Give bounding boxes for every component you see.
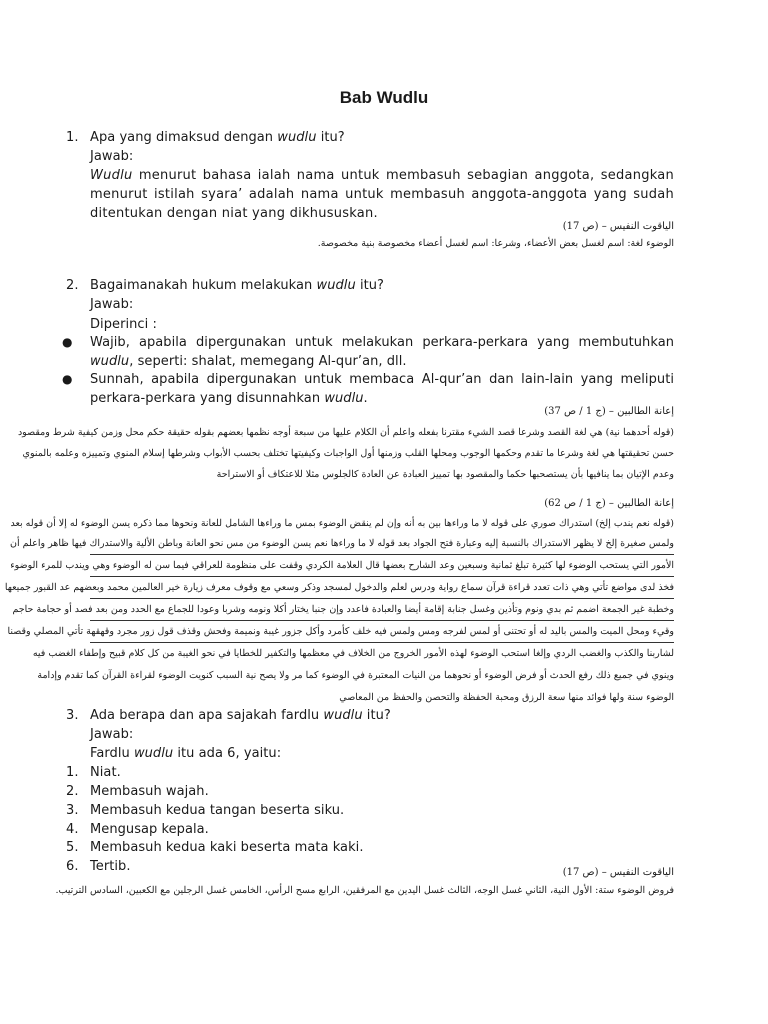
list-item-text: Membasuh wajah. [90,784,209,799]
bullet-text-after: , seperti: shalat, memegang Al-qur’an, dll. [129,354,407,369]
question-text-after: itu? [316,130,345,145]
detail-label: Diperinci : [90,317,157,332]
bullet-term: wudlu [90,354,130,369]
arabic-quote-line: وينوي في جميع ذلك رفع الحدث أو فرض الوضوء أو نحوهما من النيات المعتبرة في الوضوء كما مر ولا يصح نية السبب كنويت الوضوء لقراءة القرآن كما تقدم وإدامة [37,670,674,681]
arabic-quote-line: حسن تحقيقتها هي لغة وشرعا ما تقدم وحكمها الوجوب ومحلها القلب وزمنها أول الواجبات وكيفيتها تختلف بحسب الأبواب وشرطها إسلام المنوي وتمييزه وعلمه بالمنوي [22,448,674,459]
arabic-quote-line: فخذ لدى مواضع تأتي وهي ذات تعدد قراءة قرآن سماع رواية ودرس لعلم والدخول لمسجد وذكر وسعي مع وقوف معرف زيارة خير العالمين محمد وبعضهم عد القبور جميعها [90,578,674,599]
answer-label: Jawab: [90,297,134,312]
question-term: wudlu [277,130,317,145]
arabic-quote-line: (قوله نعم يندب إلخ) استدراك صوري على قوله لا ما وراءها بين به أنه وإن لم ينقض الوضوء بمس ما وراءها الشامل للعانة ونحوها مما ذكره يسن الوضوء له إلا أن قوله بعد [10,518,674,529]
arabic-quote: الوضوء لغة: اسم لغسل بعض الأعضاء، وشرعا: اسم لغسل أعضاء مخصوصة بنية مخصوصة. [317,238,674,249]
list-item-number: 2. [66,784,79,799]
arabic-source-ref: الياقوت النفيس – (ص 17) [562,867,674,878]
answer-paragraph [90,166,674,223]
bullet-icon: ● [62,335,73,349]
list-item-text: Tertib. [90,859,131,874]
answer-term: Wudlu [90,168,133,183]
bullet-text-before: Sunnah, apabila dipergunakan untuk membaca Al-qur’an dan lain-lain yang meliputi perkara-perkara yang disunnahkan [90,372,674,406]
answer-body: menurut bahasa ialah nama untuk membasuh sebagian anggota, sedangkan menurut istilah syara’ adalah nama untuk membasuh anggota-anggota yang sudah ditentukan dengan niat yang dikhususkan. [90,168,674,221]
question-text [90,276,384,295]
bullet-term: wudlu [324,391,364,406]
question-text-before: Bagaimanakah hukum melakukan [90,278,317,293]
arabic-quote: فروض الوضوء ستة: الأول النية، الثاني غسل الوجه، الثالث غسل اليدين مع المرفقين، الرابع مسح الرأس، الخامس غسل الرجلين مع الكعبين، السادس الترتيب. [55,885,674,896]
page-title: Bab Wudlu [339,88,429,107]
arabic-quote-line: وقيء ومحل الميت والمس باليد له أو تحتنى أو لمس لفرجه ومس ولمس فيه خلف كأمرد وأكل جزور غيبة ونميمة وفحش وقذف قول زور مجرد وقهقهة تأتي المصلي وقصنا [90,622,674,643]
bullet-icon: ● [62,372,73,386]
question-number: 2. [66,278,79,293]
bullet-text [90,333,674,371]
question-text [90,706,391,725]
answer-label: Jawab: [90,727,134,742]
list-item-text: Niat. [90,765,121,780]
arabic-quote-line: لشاربنا والكذب والغضب الردي وإلغا استحب الوضوء لهذه الأمور الخروج من الخلاف في معظمها والتكفير للخطايا في نحو الغيبة من كل كلام قبيح وإطفاء الغضب فيه [32,648,674,659]
question-term: wudlu [323,708,363,723]
answer-intro [90,744,281,763]
arabic-source-ref: إعانة الطالبين – (ج 1 / ص 37) [544,406,674,417]
list-item-number: 6. [66,859,79,874]
arabic-quote-line: ولمس صغيرة إلخ لا يظهر الاستدراك بالنسبة إليه وعبارة فتح الجواد بعد قوله لا ما وراءها نعم يسن الوضوء من مس نحو العانة وباطن الألية والاستدراك فيها ظاهر واعلم أن [90,534,674,555]
arabic-source-ref: الياقوت النفيس – (ص 17) [562,221,674,232]
list-item-text: Mengusap kepala. [90,822,209,837]
bullet-text-after: . [363,391,368,406]
question-text-before: Apa yang dimaksud dengan [90,130,278,145]
question-text-after: itu? [362,708,391,723]
arabic-quote-line: وعدم الإتيان بما ينافيها بأن يستصحبها حكما والمقصود بها تمييز العبادة عن العادة كالجلوس مثلا للاعتكاف أو الاستراحة [216,469,674,480]
question-number: 1. [66,130,79,145]
list-item-text: Membasuh kedua kaki beserta mata kaki. [90,840,364,855]
question-term: wudlu [316,278,356,293]
list-item-number: 1. [66,765,79,780]
arabic-quote-line: (قوله أحدهما نية) هي لغة القصد وشرعا قصد الشيء مقترنا بفعله واعلم أن الكلام عليها من سبعة أوجه نظمها بعضهم بقوله حقيقة حكم محل وزمن كيفية شرط ومقصود [17,427,674,438]
list-item-number: 3. [66,803,79,818]
bullet-text [90,370,674,408]
answer-intro-after: itu ada 6, yaitu: [173,746,282,761]
list-item-number: 4. [66,822,79,837]
list-item-number: 5. [66,840,79,855]
question-number: 3. [66,708,79,723]
bullet-text-before: Wajib, apabila dipergunakan untuk melakukan perkara-perkara yang membutuhkan [90,335,674,350]
answer-intro-before: Fardlu [90,746,134,761]
answer-label: Jawab: [90,149,134,164]
arabic-quote-line: وخطبة غير الجمعة اضمم ثم بدي ونوم وتأذين وغسل جنابة إقامة أيضا والعبادة فاعدد وإن جنبا يختار أكلا ونومه وشربا وعودا للجماع مع الحدد ومن بعد فصد أو حجامة حاجم [90,600,674,621]
question-text-after: itu? [355,278,384,293]
list-item-text: Membasuh kedua tangan beserta siku. [90,803,345,818]
question-text [90,128,345,147]
arabic-source-ref: إعانة الطالبين – (ج 1 / ص 62) [544,498,674,509]
question-text-before: Ada berapa dan apa sajakah fardlu [90,708,324,723]
answer-intro-term: wudlu [133,746,174,761]
arabic-quote-line: الوضوء سنة ولها فوائد منها سعة الرزق ومحبة الحفظة والتحصن والحفظ من المعاصي [339,692,674,703]
arabic-quote-line: الأمور التي يستحب الوضوء لها كثيرة تبلغ ثمانية وسبعين وعد الشارح بعضها قال العلامة الكردي وقفت على منظومة للعراقي فيما سن له الوضوء وهي ويندب للمرء الوضوء [90,556,674,577]
